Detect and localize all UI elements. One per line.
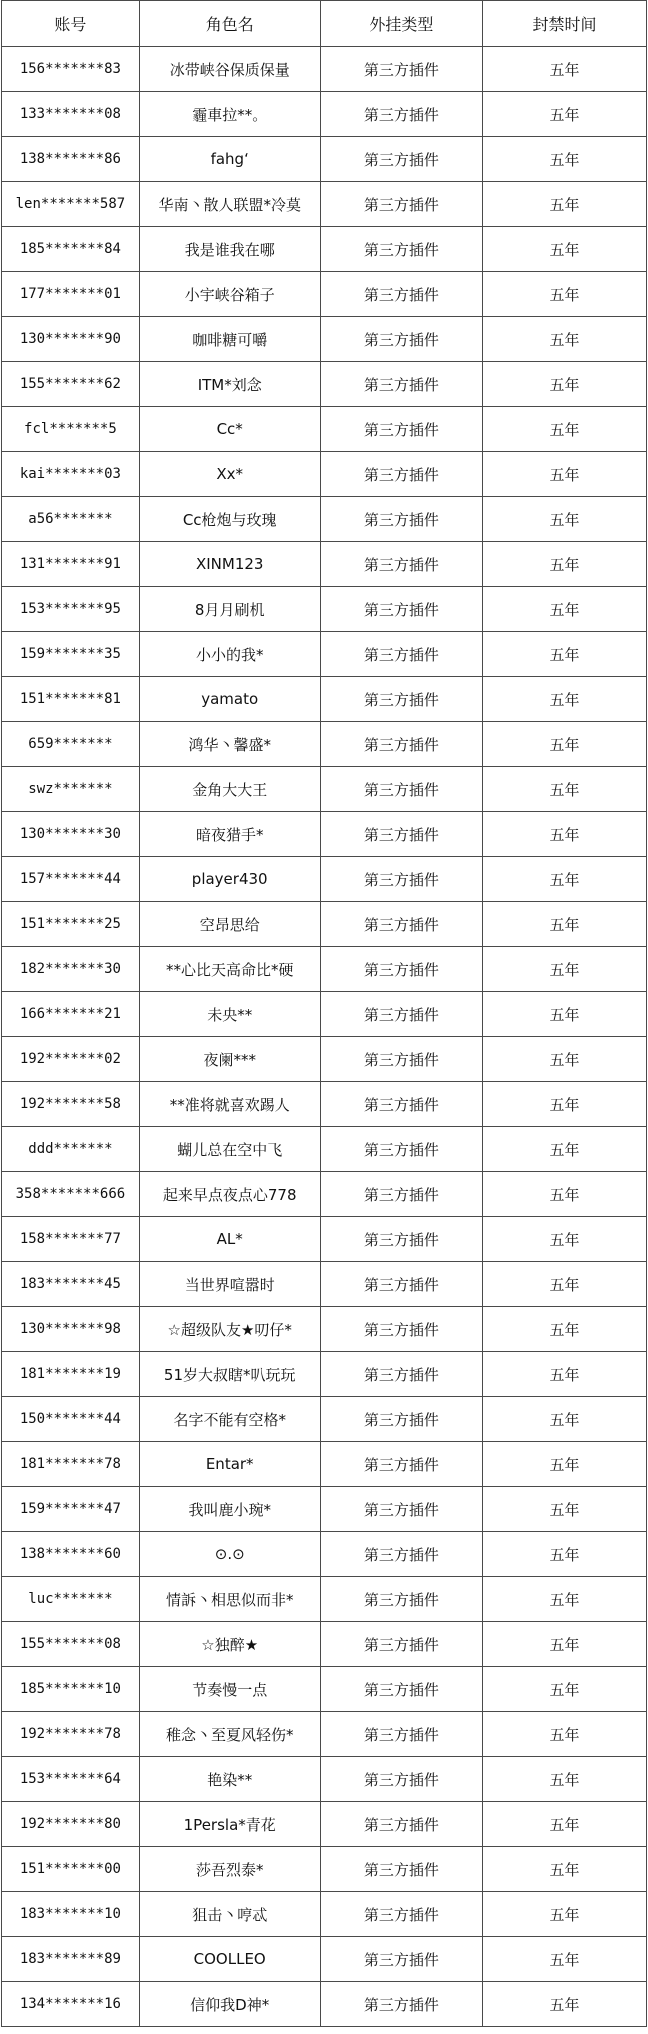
cheat-type-cell: 第三方插件: [320, 1937, 483, 1982]
table-row: [2, 1487, 647, 1532]
ban-duration-cell: 五年: [483, 1307, 647, 1352]
ban-duration-cell: 五年: [483, 722, 647, 767]
cheat-type-cell: 第三方插件: [320, 1982, 483, 2027]
account-cell: 130*******30: [2, 812, 140, 857]
cheat-type-cell: 第三方插件: [320, 812, 483, 857]
table-row: [2, 1802, 647, 1847]
ban-list-table: [1, 0, 647, 2027]
ban-duration-cell: 五年: [483, 362, 647, 407]
ban-duration-cell: 五年: [483, 1847, 647, 1892]
role-name-cell: 金角大大王: [139, 767, 320, 812]
table-row: [2, 632, 647, 677]
account-cell: 185*******10: [2, 1667, 140, 1712]
table-row: [2, 1352, 647, 1397]
cheat-type-cell: 第三方插件: [320, 1307, 483, 1352]
cheat-type-cell: 第三方插件: [320, 992, 483, 1037]
cheat-type-cell: 第三方插件: [320, 767, 483, 812]
table-row: [2, 1172, 647, 1217]
role-name-cell: 狙击丶哼忒: [139, 1892, 320, 1937]
ban-duration-cell: 五年: [483, 317, 647, 362]
cheat-type-cell: 第三方插件: [320, 947, 483, 992]
account-cell: 134*******16: [2, 1982, 140, 2027]
account-cell: 130*******98: [2, 1307, 140, 1352]
cheat-type-cell: 第三方插件: [320, 1037, 483, 1082]
role-name-cell: 51岁大叔瞎*叭玩玩: [139, 1352, 320, 1397]
account-cell: 130*******90: [2, 317, 140, 362]
cheat-type-cell: 第三方插件: [320, 452, 483, 497]
ban-duration-cell: 五年: [483, 182, 647, 227]
role-name-cell: ⊙.⊙: [139, 1532, 320, 1577]
table-row: [2, 1532, 647, 1577]
header-account: 账号: [2, 1, 140, 47]
table-row: [2, 542, 647, 587]
ban-duration-cell: 五年: [483, 677, 647, 722]
account-cell: 183*******45: [2, 1262, 140, 1307]
table-row: [2, 497, 647, 542]
table-row: [2, 1937, 647, 1982]
account-cell: luc*******: [2, 1577, 140, 1622]
account-cell: 151*******00: [2, 1847, 140, 1892]
role-name-cell: 稚念丶至夏风轻伤*: [139, 1712, 320, 1757]
ban-duration-cell: 五年: [483, 1802, 647, 1847]
cheat-type-cell: 第三方插件: [320, 677, 483, 722]
role-name-cell: 空昂思给: [139, 902, 320, 947]
ban-duration-cell: 五年: [483, 1892, 647, 1937]
account-cell: 133*******08: [2, 92, 140, 137]
table-row: [2, 1442, 647, 1487]
table-row: [2, 92, 647, 137]
cheat-type-cell: 第三方插件: [320, 92, 483, 137]
cheat-type-cell: 第三方插件: [320, 182, 483, 227]
ban-duration-cell: 五年: [483, 542, 647, 587]
cheat-type-cell: 第三方插件: [320, 1532, 483, 1577]
table-row: [2, 407, 647, 452]
ban-duration-cell: 五年: [483, 1082, 647, 1127]
table-row: [2, 857, 647, 902]
role-name-cell: Cc*: [139, 407, 320, 452]
role-name-cell: 8月月刷机: [139, 587, 320, 632]
cheat-type-cell: 第三方插件: [320, 1577, 483, 1622]
cheat-type-cell: 第三方插件: [320, 1217, 483, 1262]
role-name-cell: 未央**: [139, 992, 320, 1037]
cheat-type-cell: 第三方插件: [320, 317, 483, 362]
account-cell: swz*******: [2, 767, 140, 812]
cheat-type-cell: 第三方插件: [320, 1802, 483, 1847]
account-cell: 159*******47: [2, 1487, 140, 1532]
cheat-type-cell: 第三方插件: [320, 137, 483, 182]
account-cell: 155*******08: [2, 1622, 140, 1667]
cheat-type-cell: 第三方插件: [320, 1127, 483, 1172]
account-cell: 155*******62: [2, 362, 140, 407]
role-name-cell: 霾車拉**。: [139, 92, 320, 137]
table-row: [2, 812, 647, 857]
role-name-cell: 节奏慢一点: [139, 1667, 320, 1712]
cheat-type-cell: 第三方插件: [320, 1442, 483, 1487]
table-row: [2, 1082, 647, 1127]
role-name-cell: 华南丶散人联盟*冷莫: [139, 182, 320, 227]
table-row: [2, 587, 647, 632]
role-name-cell: Xx*: [139, 452, 320, 497]
role-name-cell: **准将就喜欢踢人: [139, 1082, 320, 1127]
account-cell: 156*******83: [2, 47, 140, 92]
table-row: [2, 1757, 647, 1802]
account-cell: 158*******77: [2, 1217, 140, 1262]
cheat-type-cell: 第三方插件: [320, 632, 483, 677]
header-cheat-type: 外挂类型: [320, 1, 483, 47]
role-name-cell: 夜阑***: [139, 1037, 320, 1082]
ban-duration-cell: 五年: [483, 1757, 647, 1802]
role-name-cell: COOLLEO: [139, 1937, 320, 1982]
role-name-cell: 咖啡糖可嚼: [139, 317, 320, 362]
ban-duration-cell: 五年: [483, 272, 647, 317]
account-cell: a56*******: [2, 497, 140, 542]
role-name-cell: ☆超级队友★叨仔*: [139, 1307, 320, 1352]
cheat-type-cell: 第三方插件: [320, 1352, 483, 1397]
account-cell: kai*******03: [2, 452, 140, 497]
table-row: [2, 317, 647, 362]
table-row: [2, 182, 647, 227]
ban-duration-cell: 五年: [483, 1532, 647, 1577]
role-name-cell: AL*: [139, 1217, 320, 1262]
role-name-cell: player430: [139, 857, 320, 902]
account-cell: 150*******44: [2, 1397, 140, 1442]
ban-duration-cell: 五年: [483, 1937, 647, 1982]
cheat-type-cell: 第三方插件: [320, 1397, 483, 1442]
account-cell: 151*******81: [2, 677, 140, 722]
cheat-type-cell: 第三方插件: [320, 1712, 483, 1757]
ban-duration-cell: 五年: [483, 1712, 647, 1757]
role-name-cell: 当世界喧嚣时: [139, 1262, 320, 1307]
account-cell: 659*******: [2, 722, 140, 767]
account-cell: 138*******86: [2, 137, 140, 182]
ban-duration-cell: 五年: [483, 1127, 647, 1172]
ban-duration-cell: 五年: [483, 1577, 647, 1622]
ban-duration-cell: 五年: [483, 1442, 647, 1487]
account-cell: 177*******01: [2, 272, 140, 317]
ban-duration-cell: 五年: [483, 407, 647, 452]
table-row: [2, 227, 647, 272]
ban-duration-cell: 五年: [483, 1262, 647, 1307]
account-cell: 185*******84: [2, 227, 140, 272]
role-name-cell: 冰带峡谷保质保量: [139, 47, 320, 92]
role-name-cell: ☆独醉★: [139, 1622, 320, 1667]
role-name-cell: 小小的我*: [139, 632, 320, 677]
ban-duration-cell: 五年: [483, 1487, 647, 1532]
table-row: [2, 1622, 647, 1667]
cheat-type-cell: 第三方插件: [320, 1172, 483, 1217]
table-row: [2, 1037, 647, 1082]
cheat-type-cell: 第三方插件: [320, 1847, 483, 1892]
account-cell: fcl*******5: [2, 407, 140, 452]
table-row: [2, 992, 647, 1037]
cheat-type-cell: 第三方插件: [320, 1082, 483, 1127]
table-row: [2, 722, 647, 767]
ban-duration-cell: 五年: [483, 767, 647, 812]
role-name-cell: **心比天高命比*硬: [139, 947, 320, 992]
role-name-cell: 暗夜猎手*: [139, 812, 320, 857]
ban-duration-cell: 五年: [483, 902, 647, 947]
ban-duration-cell: 五年: [483, 47, 647, 92]
account-cell: len*******587: [2, 182, 140, 227]
account-cell: 166*******21: [2, 992, 140, 1037]
account-cell: 159*******35: [2, 632, 140, 677]
role-name-cell: 蝴儿总在空中飞: [139, 1127, 320, 1172]
header-role-name: 角色名: [139, 1, 320, 47]
table-row: [2, 1712, 647, 1757]
ban-duration-cell: 五年: [483, 812, 647, 857]
account-cell: 358*******666: [2, 1172, 140, 1217]
cheat-type-cell: 第三方插件: [320, 1892, 483, 1937]
ban-duration-cell: 五年: [483, 1982, 647, 2027]
table-row: [2, 1982, 647, 2027]
account-cell: 183*******89: [2, 1937, 140, 1982]
ban-duration-cell: 五年: [483, 947, 647, 992]
table-row: [2, 902, 647, 947]
role-name-cell: 小宇峡谷箱子: [139, 272, 320, 317]
account-cell: 138*******60: [2, 1532, 140, 1577]
table-row: [2, 947, 647, 992]
role-name-cell: 我叫鹿小琬*: [139, 1487, 320, 1532]
role-name-cell: yamato: [139, 677, 320, 722]
table-row: [2, 1847, 647, 1892]
ban-duration-cell: 五年: [483, 857, 647, 902]
cheat-type-cell: 第三方插件: [320, 362, 483, 407]
table-row: [2, 1892, 647, 1937]
cheat-type-cell: 第三方插件: [320, 272, 483, 317]
account-cell: 181*******19: [2, 1352, 140, 1397]
role-name-cell: XINM123: [139, 542, 320, 587]
cheat-type-cell: 第三方插件: [320, 1622, 483, 1667]
table-row: [2, 1127, 647, 1172]
table-row: [2, 47, 647, 92]
ban-duration-cell: 五年: [483, 1622, 647, 1667]
role-name-cell: 鸿华丶馨盛*: [139, 722, 320, 767]
cheat-type-cell: 第三方插件: [320, 227, 483, 272]
role-name-cell: 名字不能有空格*: [139, 1397, 320, 1442]
ban-duration-cell: 五年: [483, 1352, 647, 1397]
ban-duration-cell: 五年: [483, 587, 647, 632]
role-name-cell: Cc枪炮与玫瑰: [139, 497, 320, 542]
cheat-type-cell: 第三方插件: [320, 1487, 483, 1532]
account-cell: 192*******02: [2, 1037, 140, 1082]
account-cell: ddd*******: [2, 1127, 140, 1172]
ban-duration-cell: 五年: [483, 992, 647, 1037]
ban-duration-cell: 五年: [483, 1172, 647, 1217]
table-row: [2, 137, 647, 182]
table-row: [2, 452, 647, 497]
account-cell: 182*******30: [2, 947, 140, 992]
table-row: [2, 1262, 647, 1307]
role-name-cell: 信仰我D神*: [139, 1982, 320, 2027]
cheat-type-cell: 第三方插件: [320, 497, 483, 542]
role-name-cell: 情訴丶相思似而非*: [139, 1577, 320, 1622]
table-row: [2, 767, 647, 812]
cheat-type-cell: 第三方插件: [320, 1667, 483, 1712]
role-name-cell: Entar*: [139, 1442, 320, 1487]
account-cell: 157*******44: [2, 857, 140, 902]
ban-duration-cell: 五年: [483, 452, 647, 497]
role-name-cell: fahg‘: [139, 137, 320, 182]
cheat-type-cell: 第三方插件: [320, 857, 483, 902]
account-cell: 192*******58: [2, 1082, 140, 1127]
ban-duration-cell: 五年: [483, 1667, 647, 1712]
account-cell: 183*******10: [2, 1892, 140, 1937]
account-cell: 192*******80: [2, 1802, 140, 1847]
table-row: [2, 272, 647, 317]
account-cell: 181*******78: [2, 1442, 140, 1487]
table-body: [2, 47, 647, 2027]
ban-duration-cell: 五年: [483, 497, 647, 542]
account-cell: 151*******25: [2, 902, 140, 947]
role-name-cell: 起来早点夜点心778: [139, 1172, 320, 1217]
cheat-type-cell: 第三方插件: [320, 542, 483, 587]
table-row: [2, 1397, 647, 1442]
role-name-cell: 我是谁我在哪: [139, 227, 320, 272]
cheat-type-cell: 第三方插件: [320, 587, 483, 632]
cheat-type-cell: 第三方插件: [320, 722, 483, 767]
ban-duration-cell: 五年: [483, 137, 647, 182]
account-cell: 153*******95: [2, 587, 140, 632]
cheat-type-cell: 第三方插件: [320, 47, 483, 92]
ban-duration-cell: 五年: [483, 1217, 647, 1262]
header-ban-duration: 封禁时间: [483, 1, 647, 47]
role-name-cell: ITM*刘念: [139, 362, 320, 407]
cheat-type-cell: 第三方插件: [320, 1262, 483, 1307]
table-row: [2, 1667, 647, 1712]
ban-duration-cell: 五年: [483, 227, 647, 272]
cheat-type-cell: 第三方插件: [320, 1757, 483, 1802]
header-row: [2, 1, 647, 47]
ban-duration-cell: 五年: [483, 1037, 647, 1082]
table-row: [2, 362, 647, 407]
table-row: [2, 677, 647, 722]
cheat-type-cell: 第三方插件: [320, 407, 483, 452]
role-name-cell: 1Persla*青花: [139, 1802, 320, 1847]
ban-duration-cell: 五年: [483, 632, 647, 677]
role-name-cell: 莎吾烈泰*: [139, 1847, 320, 1892]
table-row: [2, 1307, 647, 1352]
ban-duration-cell: 五年: [483, 1397, 647, 1442]
account-cell: 131*******91: [2, 542, 140, 587]
table-row: [2, 1577, 647, 1622]
ban-duration-cell: 五年: [483, 92, 647, 137]
account-cell: 153*******64: [2, 1757, 140, 1802]
table-row: [2, 1217, 647, 1262]
account-cell: 192*******78: [2, 1712, 140, 1757]
role-name-cell: 艳染**: [139, 1757, 320, 1802]
cheat-type-cell: 第三方插件: [320, 902, 483, 947]
